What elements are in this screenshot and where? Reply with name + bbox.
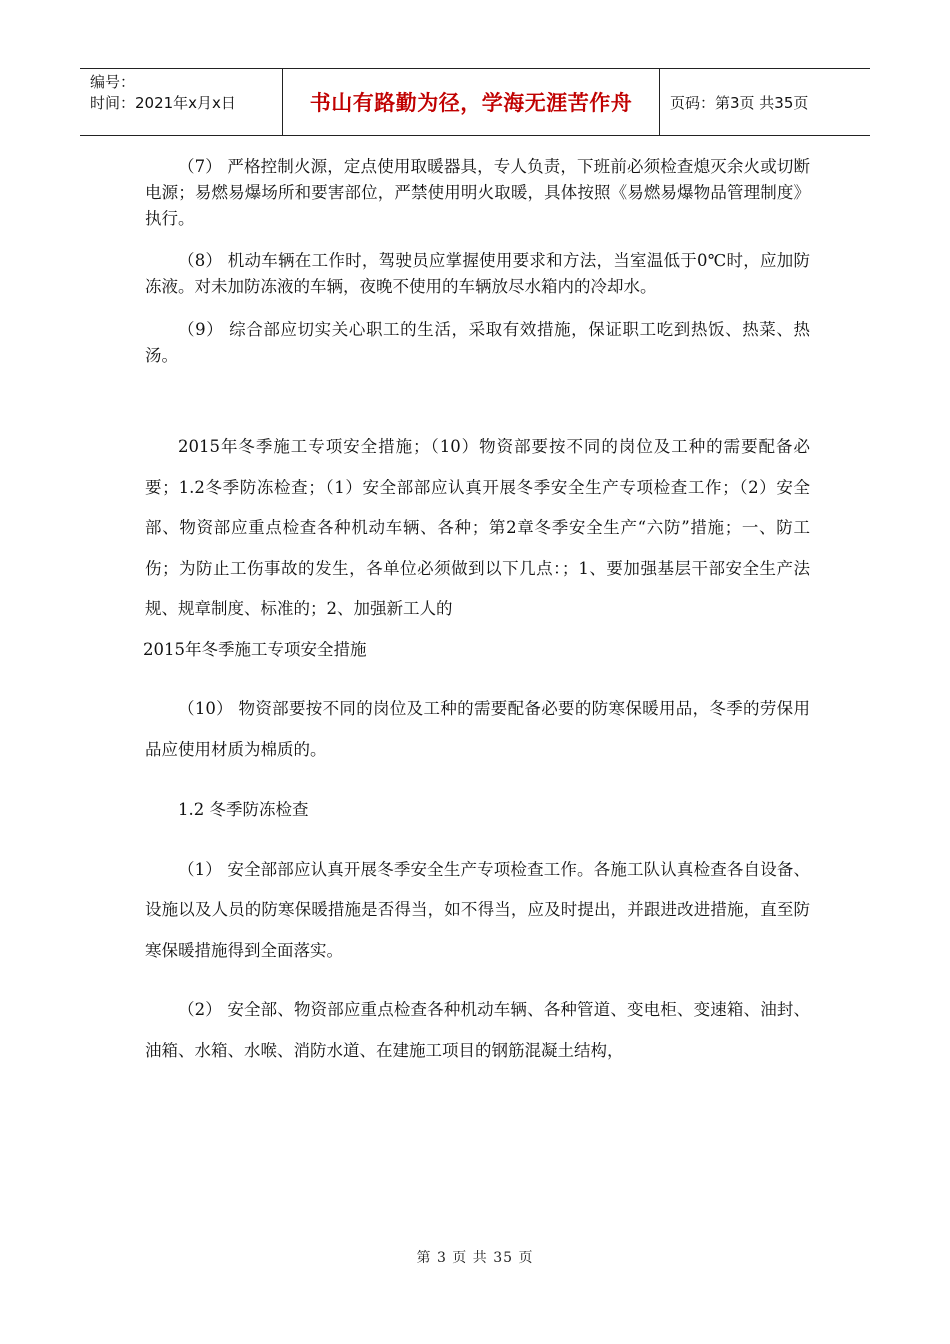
paragraph-item-8: （8） 机动车辆在工作时，驾驶员应掌握使用要求和方法，当室温低于0℃时，应加防冻液。对未加防冻液的车辆，夜晚不使用的车辆放尽水箱内的冷却水。 xyxy=(145,251,810,296)
page-footer: 第 3 页 共 35 页 xyxy=(416,1250,534,1266)
paragraph-item-10: （10） 物资部要按不同的岗位及工种的需要配备必要的防寒保暖用品，冬季的劳保用品应使用材质为棉质的。 xyxy=(145,699,810,759)
paragraph-item-7: （7） 严格控制火源，定点使用取暖器具，专人负责，下班前必须检查熄灭余火或切断电源；易燃易爆场所和要害部位，严禁使用明火取暖，具体按照《易燃易爆物品管理制度》执行。 xyxy=(145,157,810,228)
subsection-heading: 1.2 冬季防冻检查 xyxy=(178,800,309,819)
header-page-info: 页码：第3页 共35页 xyxy=(670,93,809,112)
section-title: 2015年冬季施工专项安全措施 xyxy=(143,639,367,659)
summary-paragraph: 2015年冬季施工专项安全措施；（10）物资部要按不同的岗位及工种的需要配备必要；1.2冬季防冻检查；（1）安全部部应认真开展冬季安全生产专项检查工作；（2）安全部、物资部应重点检查各种机动车辆、各种；第2章冬季安全生产“六防”措施；一、防工伤；为防止工伤事故的发生，各单位必须做到以下几点：；1、要加强基层干部安全生产法规、规章制度、标准的；2、加强新工人的 xyxy=(145,437,810,618)
document-body xyxy=(145,154,810,1071)
paragraph-item-9: （9） 综合部应切实关心职工的生活，采取有效措施，保证职工吃到热饭、热菜、热汤。 xyxy=(145,320,810,365)
document-date: 时间：2021年x月x日 xyxy=(90,94,236,112)
header-meta-cell xyxy=(80,69,283,135)
header-motto: 书山有路勤为径，学海无涯苦作舟 xyxy=(283,69,660,135)
document-number-label: 编号： xyxy=(90,73,136,91)
paragraph-check-2: （2） 安全部、物资部应重点检查各种机动车辆、各种管道、变电柜、变速箱、油封、油箱、水箱、水喉、消防水道、在建施工项目的钢筋混凝土结构， xyxy=(145,1000,810,1060)
header-table xyxy=(80,68,870,136)
paragraph-check-1: （1） 安全部部应认真开展冬季安全生产专项检查工作。各施工队认真检查各自设备、设施以及人员的防寒保暖措施是否得当，如不得当，应及时提出，并跟进改进措施，直至防寒保暖措施得到全面落实。 xyxy=(145,859,810,960)
